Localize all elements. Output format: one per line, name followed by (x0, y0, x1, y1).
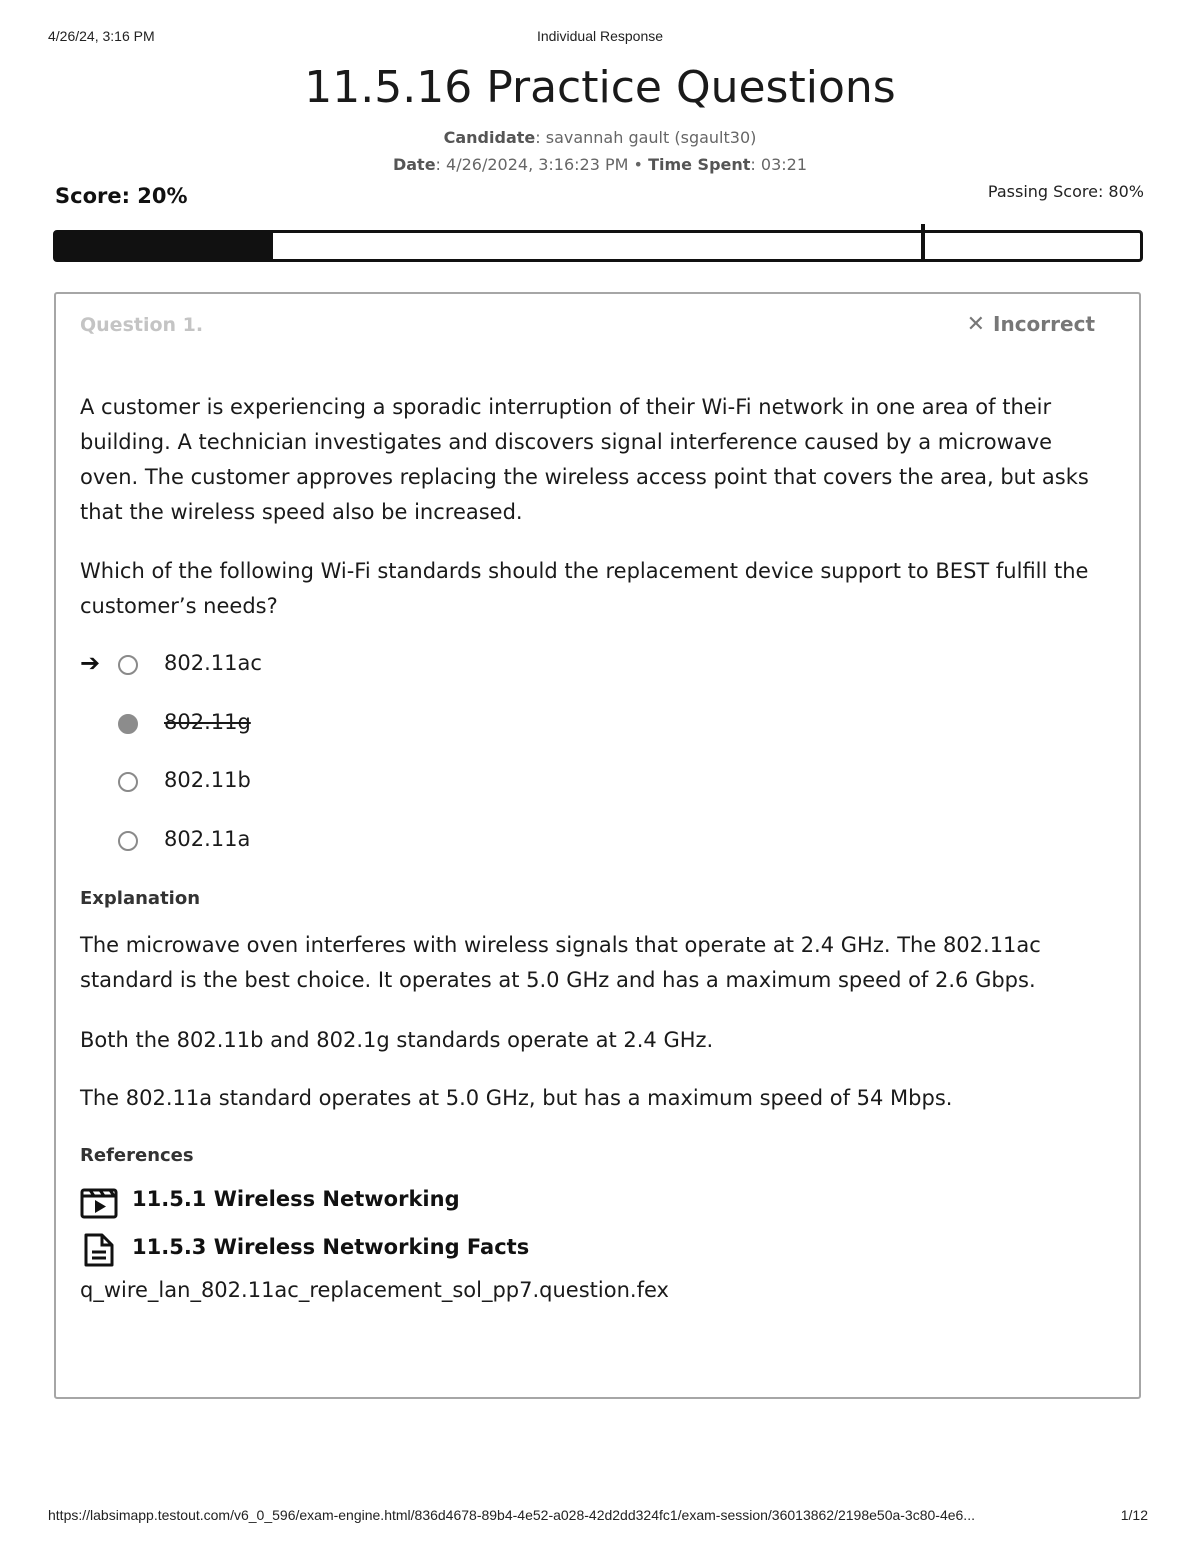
session-info (0, 155, 1200, 174)
candidate-label: Candidate (443, 128, 536, 147)
date-value: : 4/26/2024, 3:16:23 PM • (435, 155, 649, 174)
correct-answer-arrow-icon: ➔ (80, 649, 101, 677)
answer-option[interactable] (80, 651, 680, 681)
video-icon (80, 1185, 118, 1219)
explanation-paragraph: Both the 802.11b and 802.1g standards operate at 2.4 GHz. (80, 1028, 714, 1052)
print-doc-title: Individual Response (536, 28, 664, 44)
answer-option[interactable] (80, 768, 680, 798)
print-header (48, 28, 1152, 48)
radio-button[interactable] (118, 831, 138, 851)
question-text: A customer is experiencing a sporadic interruption of their Wi-Fi network in one area of their building. A technician investigates and discovers signal interference caused by a microwave oven. The customer approves replacing the wireless access point that covers the area, but asks that the wireless speed also be increased. (80, 395, 1089, 524)
date-label: Date (392, 155, 436, 174)
print-footer (48, 1507, 1148, 1527)
score-progress-fill (56, 233, 273, 259)
print-page-number: 1/12 (1120, 1507, 1148, 1523)
question-number: Question 1. (80, 314, 204, 336)
radio-button[interactable] (118, 772, 138, 792)
answer-label: 802.11ac (164, 651, 262, 675)
document-icon (80, 1233, 118, 1267)
time-spent-value: : 03:21 (750, 155, 808, 174)
candidate-value: : savannah gault (sgault30) (535, 128, 757, 147)
answer-option[interactable] (80, 710, 680, 740)
explanation-heading: Explanation (80, 888, 201, 909)
time-spent-label: Time Spent (648, 155, 751, 174)
incorrect-x-icon: ✕ (966, 312, 986, 337)
print-url: https://labsimapp.testout.com/v6_0_596/exam-engine.html/836d4678-89b4-4e52-a028-42d2dd324fc1/exam-session/36013862/2198e50a-3c80-4e6... (48, 1507, 975, 1523)
score-label: Score: 20% (55, 184, 188, 208)
answer-label: 802.11g (164, 710, 251, 734)
score-progress-bar (53, 230, 1143, 262)
question-card (54, 292, 1141, 1399)
radio-button[interactable] (118, 655, 138, 675)
references-heading: References (80, 1145, 194, 1166)
question-filename: q_wire_lan_802.11ac_replacement_sol_pp7.question.fex (80, 1278, 669, 1302)
passing-score-marker (921, 224, 925, 262)
answer-label: 802.11b (164, 768, 251, 792)
question-status (967, 312, 1095, 337)
answer-label: 802.11a (164, 827, 251, 851)
explanation-paragraph: The 802.11a standard operates at 5.0 GHz, but has a maximum speed of 54 Mbps. (80, 1086, 953, 1110)
reference-label: 11.5.1 Wireless Networking (132, 1187, 460, 1211)
radio-button-selected[interactable] (118, 714, 138, 734)
question-prompt: Which of the following Wi-Fi standards should the replacement device support to BEST fulfill the customer’s needs? (80, 559, 1089, 618)
answer-option[interactable] (80, 827, 680, 857)
print-datetime: 4/26/24, 3:16 PM (48, 28, 155, 44)
page-title: 11.5.16 Practice Questions (304, 62, 896, 113)
explanation-paragraph: The microwave oven interferes with wireless signals that operate at 2.4 GHz. The 802.11ac standard is the best choice. It operates at 5.0 GHz and has a maximum speed of 2.6 Gbps. (80, 933, 1041, 992)
status-label: Incorrect (993, 312, 1095, 336)
candidate-info (0, 128, 1200, 147)
passing-score-label: Passing Score: 80% (987, 182, 1144, 201)
reference-label: 11.5.3 Wireless Networking Facts (132, 1235, 530, 1259)
